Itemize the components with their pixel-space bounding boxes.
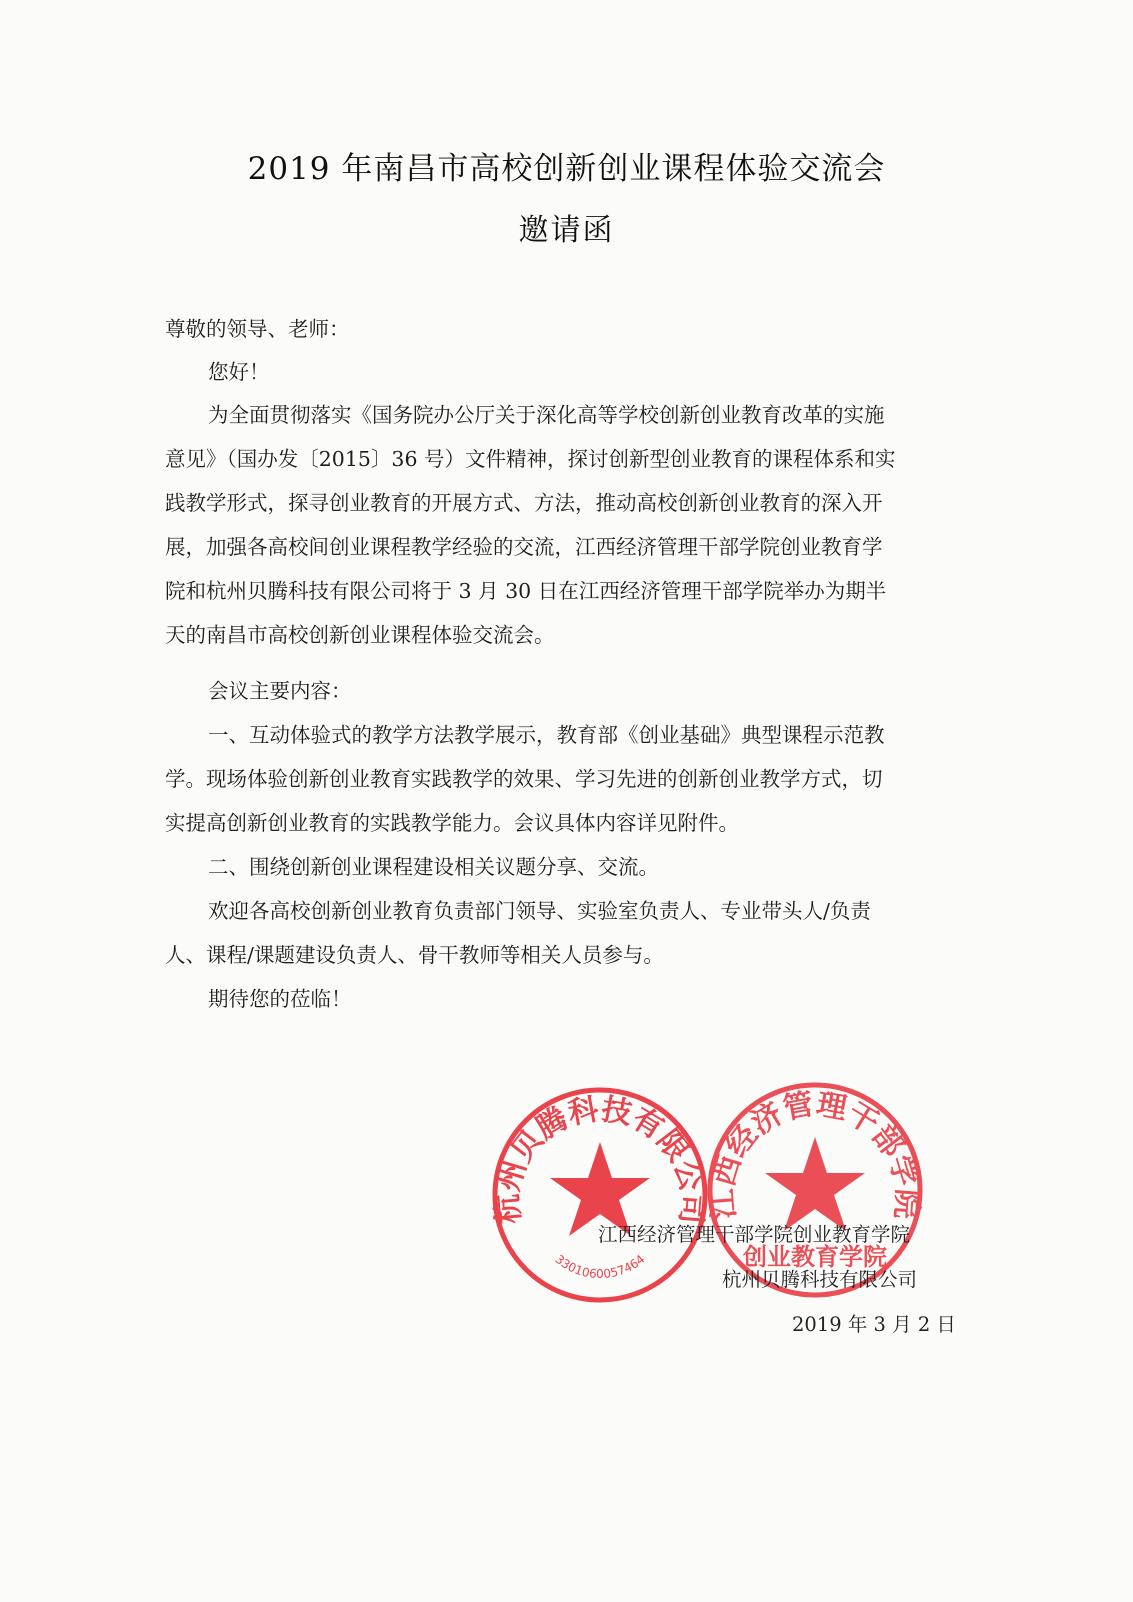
body-line: 学。现场体验创新创业教育实践教学的效果、学习先进的创新创业教学方式，切 [165,767,883,791]
body-line: 人、课程/课题建设负责人、骨干教师等相关人员参与。 [165,943,664,967]
seal-right-text: 江西经济管理干部学院 [705,1086,925,1221]
body-line: 展，加强各高校间创业课程教学经验的交流，江西经济管理干部学院创业教育学 [165,535,883,559]
body-line: 欢迎各高校创新创业教育负责部门领导、实验室负责人、专业带头人/负责 [208,899,871,923]
body-line: 天的南昌市高校创新创业课程体验交流会。 [165,623,555,647]
body-line: 二、围绕创新创业课程建设相关议题分享、交流。 [208,855,659,879]
signature-org2: 杭州贝腾科技有限公司 [722,1268,918,1291]
seal-left-code: 3301060057464 [552,1252,648,1282]
body-line: 实提高创新创业教育的实践教学能力。会议具体内容详见附件。 [165,811,739,835]
closing-line: 期待您的莅临！ [208,987,352,1011]
body-line: 为全面贯彻落实《国务院办公厅关于深化高等学校创新创业教育改革的实施 [208,403,885,427]
body-line: 院和杭州贝腾科技有限公司将于 3 月 30 日在江西经济管理干部学院举办为期半 [165,579,887,603]
signature-org1: 江西经济管理干部学院创业教育学院 [598,1223,911,1246]
body-line: 意见》（国办发〔2015〕36 号）文件精神，探讨创新型创业教育的课程体系和实 [165,447,896,471]
seal-left-text: 杭州贝腾科技有限公司 [490,1091,710,1226]
signature-date: 2019 年 3 月 2 日 [792,1313,956,1336]
seal-right-sub: 创业教育学院 [743,1242,887,1271]
body-line: 践教学形式，探寻创业教育的开展方式、方法，推动高校创新创业教育的深入开 [165,491,883,515]
company-seal-stamp [485,1080,715,1310]
document-title: 2019 年南昌市高校创新创业课程体验交流会 [247,151,886,187]
document-subtitle: 邀请函 [518,213,615,248]
svg-text:3301060057464 [553,1252,648,1281]
body-line: 一、互动体验式的教学方法教学展示，教育部《创业基础》典型课程示范教 [208,723,885,747]
section-heading: 会议主要内容： [208,679,352,703]
greeting: 您好！ [208,360,270,384]
salutation: 尊敬的领导、老师： [165,317,350,341]
